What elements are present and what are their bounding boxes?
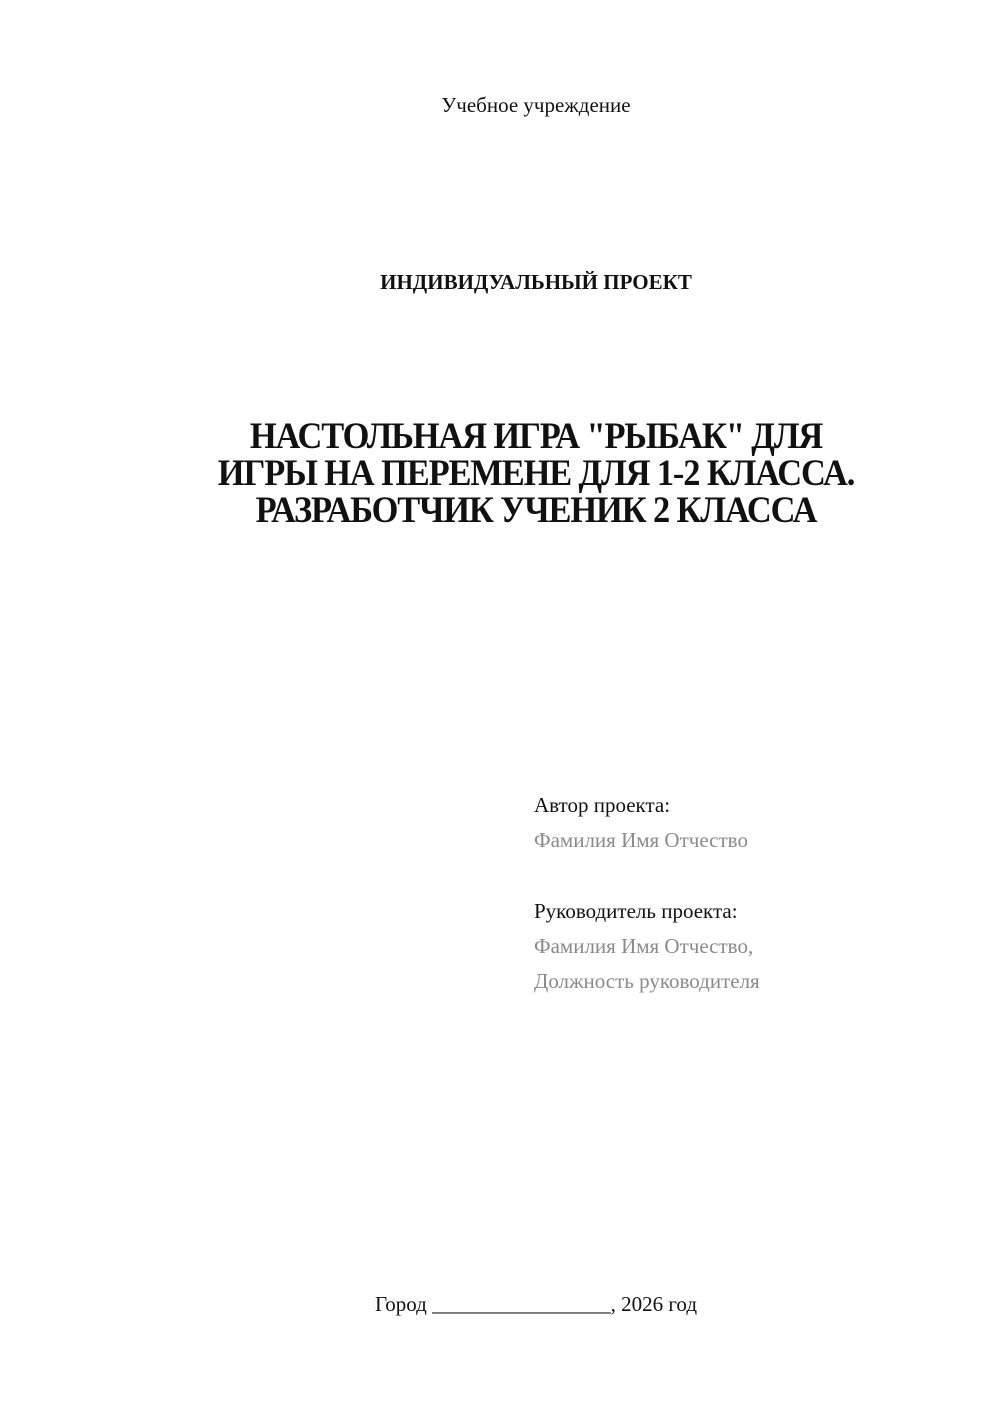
supervisor-position-placeholder: Должность руководителя xyxy=(534,969,760,993)
institution-name: Учебное учреждение xyxy=(441,93,631,117)
city-label: Город xyxy=(374,1292,427,1316)
author-name-placeholder: Фамилия Имя Отчество xyxy=(534,828,748,852)
supervisor-name-placeholder: Фамилия Имя Отчество, xyxy=(534,934,754,958)
city-year-footer xyxy=(0,1290,1000,1318)
spacer xyxy=(534,858,760,894)
project-title-line-3: РАЗРАБОТЧИК УЧЕНИК 2 КЛАССА xyxy=(255,490,817,531)
project-title-line-1: НАСТОЛЬНАЯ ИГРА "РЫБАК" ДЛЯ xyxy=(249,416,823,457)
project-title-line-2: ИГРЫ НА ПЕРЕМЕНЕ ДЛЯ 1-2 КЛАССА. xyxy=(217,453,855,494)
project-people-block xyxy=(534,788,760,999)
project-title xyxy=(38,418,1000,529)
author-label: Автор проекта: xyxy=(534,793,671,817)
project-type-heading: ИНДИВИДУАЛЬНЫЙ ПРОЕКТ xyxy=(380,270,692,294)
supervisor-label: Руководитель проекта: xyxy=(534,899,738,923)
city-blank-line: _________________ xyxy=(432,1292,611,1316)
year-text: , 2026 год xyxy=(610,1292,698,1316)
